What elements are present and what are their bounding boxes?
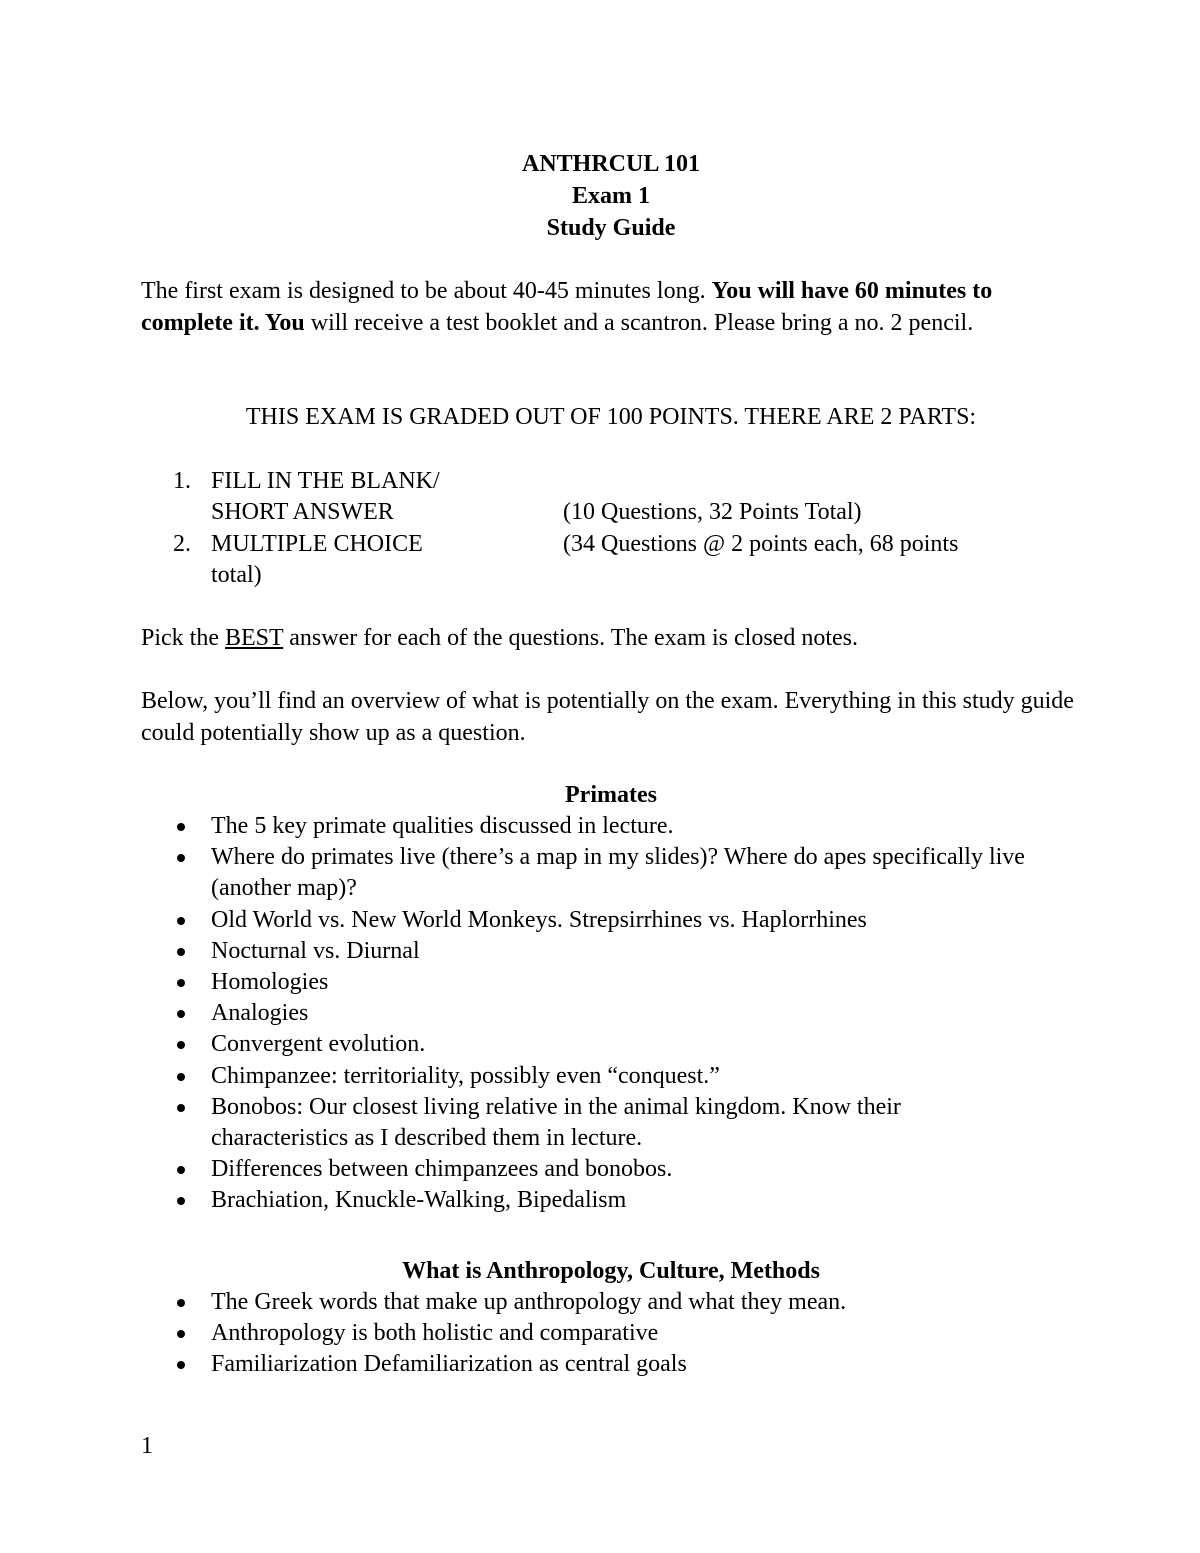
- list-item: Bonobos: Our closest living relative in the animal kingdom. Know their characteristics as I described them in lecture.: [141, 1092, 1041, 1154]
- section-heading-anthropology: What is Anthropology, Culture, Methods: [402, 1258, 820, 1284]
- intro-paragraph: [141, 275, 1081, 339]
- list-item: The 5 key primate qualities discussed in lecture.: [141, 811, 1041, 842]
- pick-best-after: answer for each of the questions. The exam is closed notes.: [283, 625, 858, 651]
- bullet-icon: [177, 1041, 185, 1049]
- part-label: SHORT ANSWER: [211, 499, 394, 525]
- pick-best-before: Pick the: [141, 625, 225, 651]
- part-label: MULTIPLE CHOICE: [211, 531, 423, 557]
- list-item: Old World vs. New World Monkeys. Strepsirrhines vs. Haplorrhines: [141, 905, 1041, 936]
- part-row-2b: [141, 559, 1081, 591]
- list-item: Convergent evolution.: [141, 1029, 1041, 1060]
- list-item: Brachiation, Knuckle-Walking, Bipedalism: [141, 1185, 1041, 1216]
- list-item: Homologies: [141, 967, 1041, 998]
- bullet-icon: [177, 823, 185, 831]
- primates-list: [141, 811, 1041, 1217]
- grading-note: THIS EXAM IS GRADED OUT OF 100 POINTS. THERE ARE 2 PARTS:: [245, 404, 977, 430]
- pick-best-paragraph: [141, 622, 1081, 654]
- exam-title: Exam 1: [572, 183, 650, 209]
- part-label: FILL IN THE BLANK/: [211, 468, 440, 494]
- bullet-icon: [177, 1330, 185, 1338]
- list-item: Analogies: [141, 998, 1041, 1029]
- list-item: The Greek words that make up anthropology and what they mean.: [141, 1287, 1041, 1318]
- bullet-icon: [177, 854, 185, 862]
- bullet-icon: [177, 1299, 185, 1307]
- overview-paragraph: Below, you’ll find an overview of what is potentially on the exam. Everything in this study guide could potentially show up as a question.: [141, 688, 1074, 746]
- guide-title: Study Guide: [546, 215, 676, 241]
- intro-bold-text: You will have 60 minutes to complete it. You: [141, 278, 993, 336]
- part-continuation: total): [211, 562, 262, 588]
- part-row-2a: [141, 528, 1081, 560]
- document-header: [141, 148, 1081, 244]
- intro-text-1: The first exam is designed to be about 40-45 minutes long.: [141, 278, 712, 304]
- anthropology-list: [141, 1287, 1041, 1381]
- part-row-1b: [141, 496, 1081, 528]
- bullet-icon: [177, 1166, 185, 1174]
- part-number: 1.: [173, 468, 191, 494]
- bullet-icon: [177, 1197, 185, 1205]
- list-item: Anthropology is both holistic and comparative: [141, 1318, 1041, 1349]
- bullet-icon: [177, 1073, 185, 1081]
- part-row-1a: [141, 465, 1081, 497]
- bullet-icon: [177, 917, 185, 925]
- page-number: 1: [141, 1433, 153, 1459]
- course-title: ANTHRCUL 101: [521, 151, 701, 177]
- list-item: Differences between chimpanzees and bonobos.: [141, 1154, 1041, 1185]
- intro-text-2: will receive a test booklet and a scantron. Please bring a no. 2 pencil.: [304, 310, 974, 336]
- bullet-icon: [177, 948, 185, 956]
- part-number: 2.: [173, 531, 191, 557]
- list-item: Where do primates live (there’s a map in my slides)? Where do apes specifically live (another map)?: [141, 842, 1041, 904]
- part-detail: (10 Questions, 32 Points Total): [563, 499, 862, 525]
- section-heading-primates: Primates: [565, 782, 657, 808]
- list-item: Nocturnal vs. Diurnal: [141, 936, 1041, 967]
- list-item: Chimpanzee: territoriality, possibly even “conquest.”: [141, 1061, 1041, 1092]
- list-item: Familiarization Defamiliarization as central goals: [141, 1349, 1041, 1380]
- bullet-icon: [177, 1010, 185, 1018]
- bullet-icon: [177, 1361, 185, 1369]
- pick-best-underlined: BEST: [225, 625, 284, 651]
- bullet-icon: [177, 1104, 185, 1112]
- bullet-icon: [177, 979, 185, 987]
- part-detail: (34 Questions @ 2 points each, 68 points: [563, 531, 959, 557]
